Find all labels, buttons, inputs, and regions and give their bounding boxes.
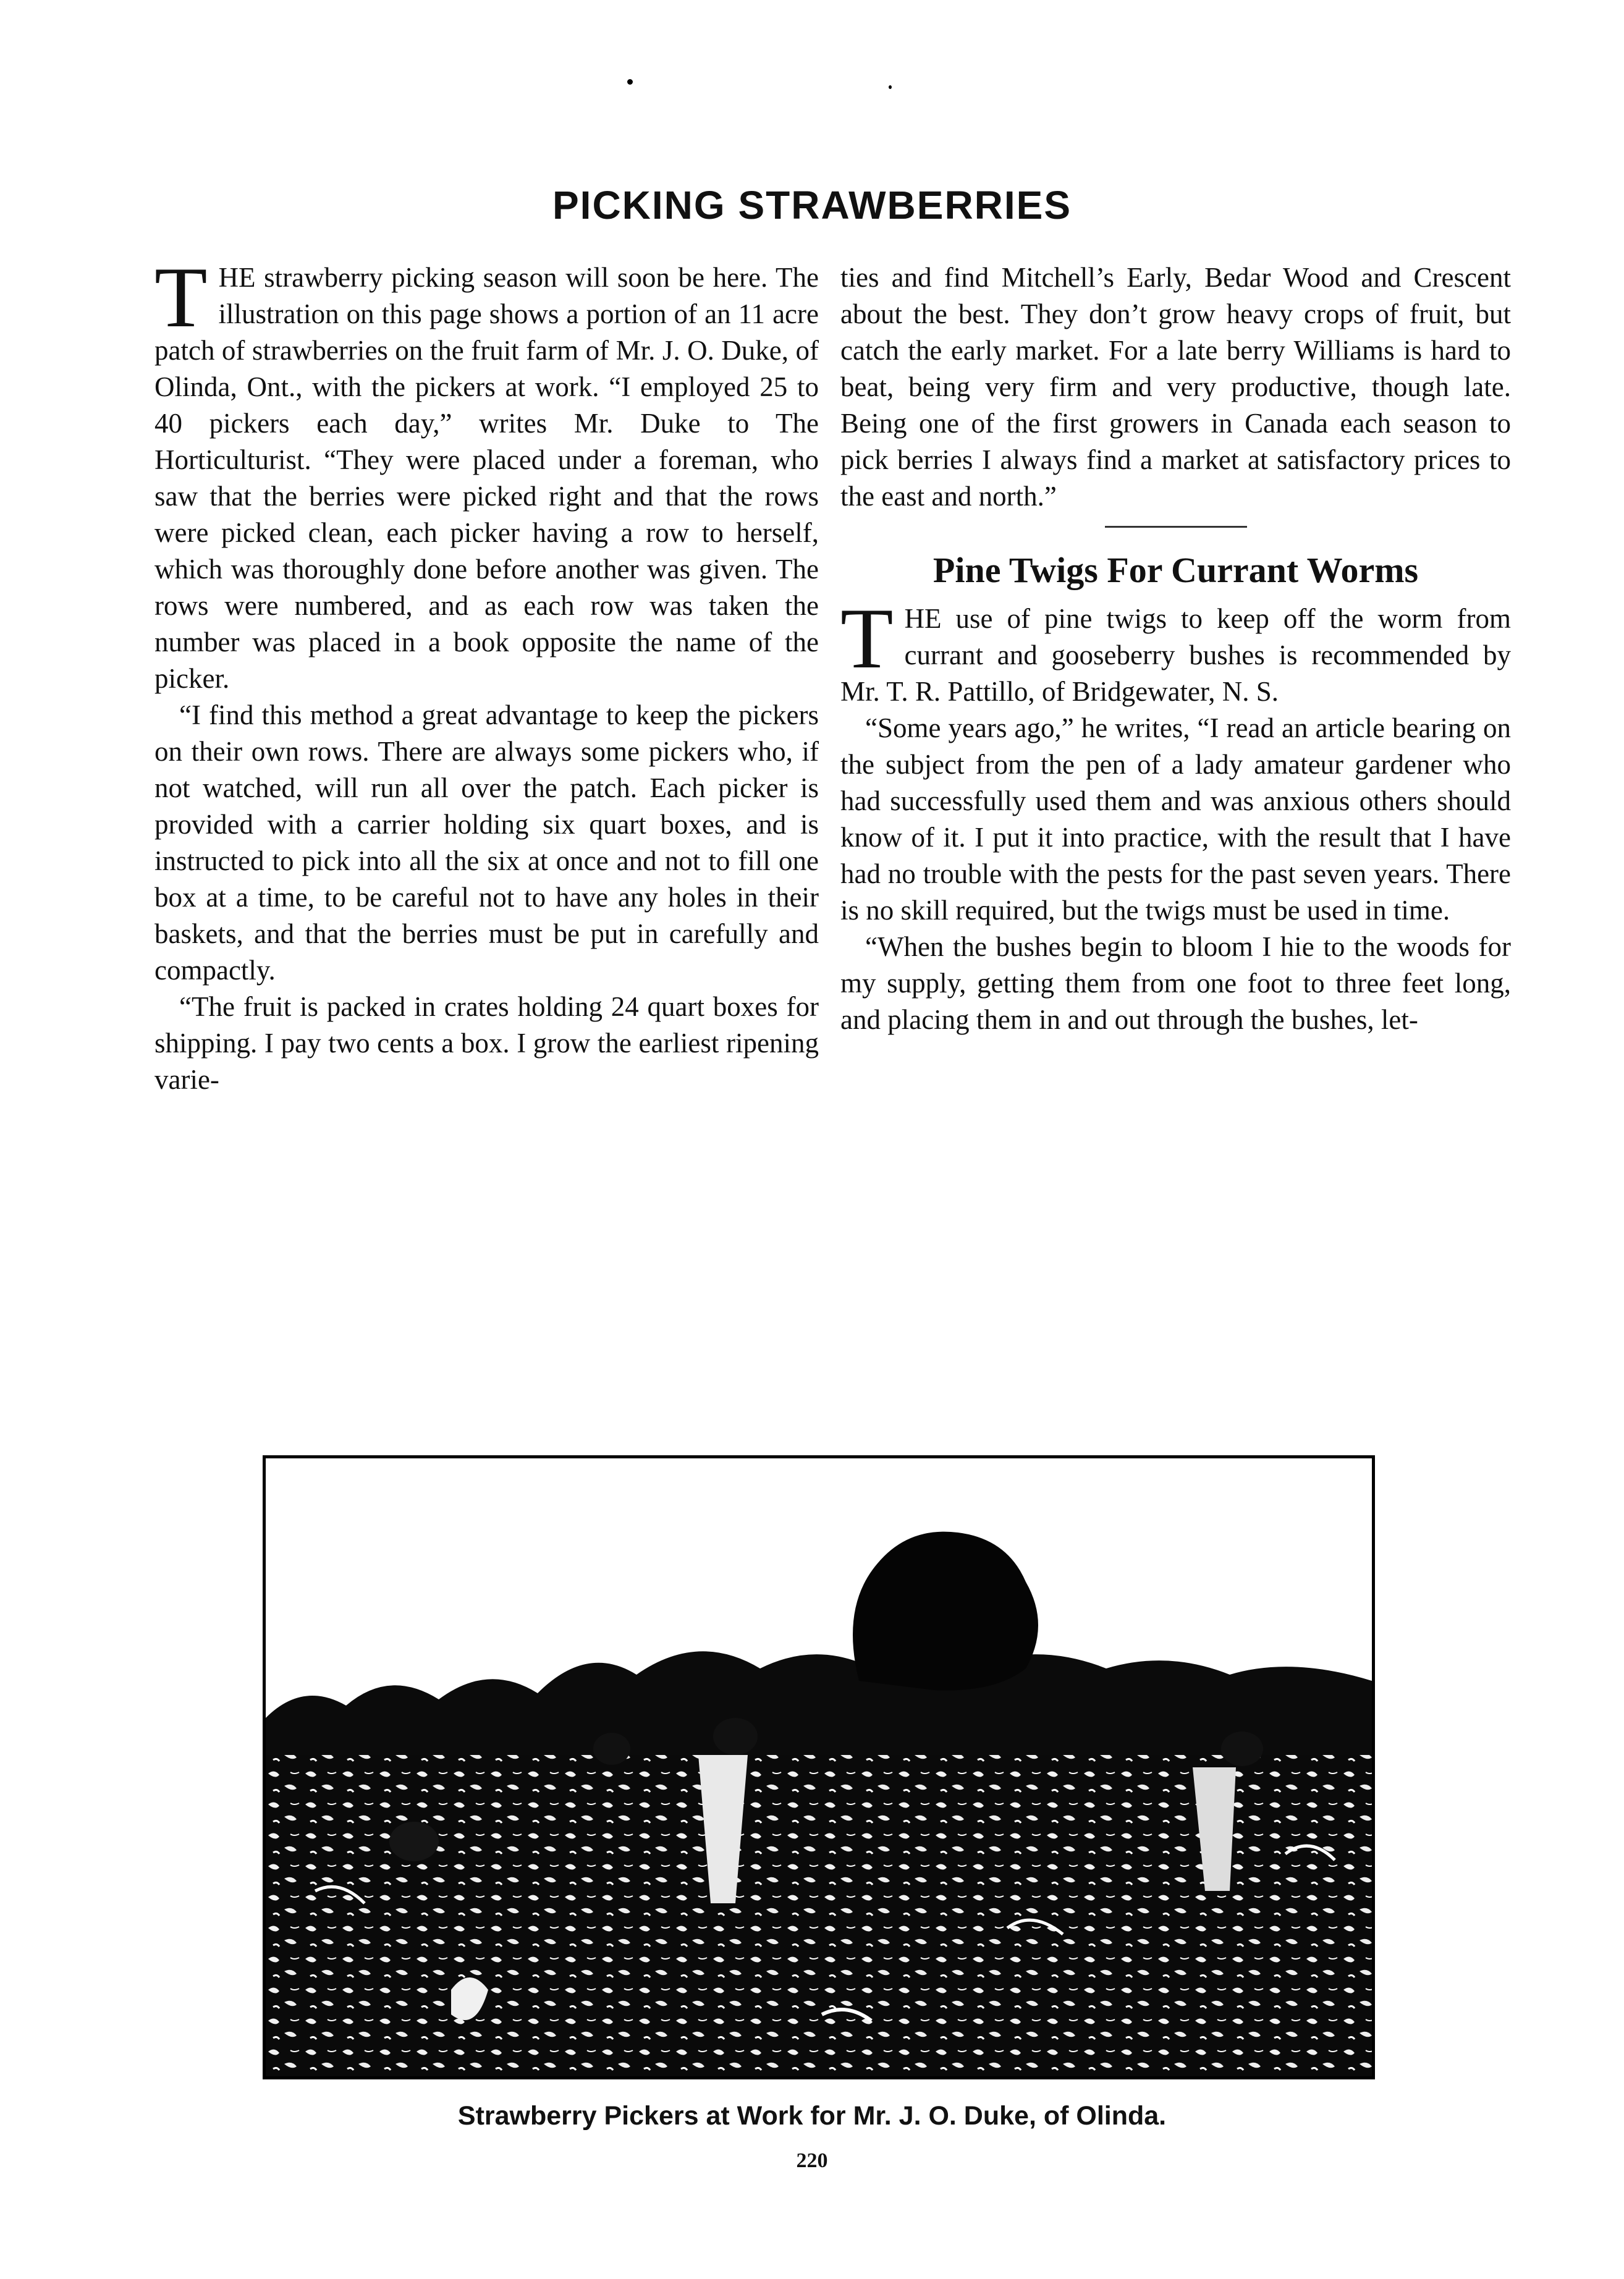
strawberry-pickers-photo xyxy=(263,1455,1375,2079)
drop-cap: T xyxy=(840,591,894,687)
article-paragraph: “The fruit is packed in crates holding 24 quart boxes for shipping. I pay two cents a box. I grow the earliest ripening varie- xyxy=(154,991,819,1095)
article-paragraph xyxy=(154,250,819,697)
left-column xyxy=(154,250,819,1098)
article-paragraph: “I find this method a great advantage to keep the pickers on their own rows. There are always some pickers who, if not watched, will run all over the patch. Each picker is provided with a carrier holding six quart boxes, and is instructed to pick into all the six at once and not to fill one box at a time, to be careful not to have any holes in their baskets, and that the berries must be put in carefully and compactly. xyxy=(154,700,819,986)
section-divider xyxy=(1105,526,1247,528)
sidebar-paragraph: “When the bushes begin to bloom I hie to the woods for my supply, getting them from one foot to three feet long, and placing them in and out through the bushes, let- xyxy=(840,931,1511,1035)
article-title: PICKING STRAWBERRIES xyxy=(552,183,1072,227)
right-column xyxy=(840,260,1511,1038)
photo-illustration xyxy=(266,1458,1372,2076)
page-number: 220 xyxy=(796,2149,828,2172)
article-paragraph-text: HE strawberry picking season will soon be here. The illustration on this page shows a portion of an 11 acre patch of strawberries on the fruit farm of Mr. J. O. Duke, of Olinda, Ont., with the pickers at work. “I employed 25 to 40 pickers each day,” writes Mr. Duke to The Horticulturist. “They were placed under a foreman, who saw that the berries were picked right and that the rows were picked clean, each picker having a row to herself, which was thoroughly done before another was given. The rows were numbered, and as each row was taken the number was placed in a book opposite the name of the picker. xyxy=(154,262,819,694)
sidebar-paragraph xyxy=(840,591,1511,710)
print-speck xyxy=(627,79,633,85)
sidebar-paragraph-text: HE use of pine twigs to keep off the worm from currant and gooseberry bushes is recommended by Mr. T. R. Pattillo, of Bridgewater, N. S. xyxy=(840,603,1511,707)
drop-cap: T xyxy=(154,250,208,345)
photo-caption: Strawberry Pickers at Work for Mr. J. O. Duke, of Olinda. xyxy=(457,2101,1167,2131)
sidebar-article-title: Pine Twigs For Currant Worms xyxy=(933,550,1419,590)
sidebar-paragraph: “Some years ago,” he writes, “I read an article bearing on the subject from the pen of a lady amateur gardener who had successfully used them and was anxious others should know of it. I put it into practice, with the result that I have had no trouble with the pests for the past seven years. There is no skill required, but the twigs must be used in time. xyxy=(840,712,1511,926)
article-paragraph-continued: ties and find Mitchell’s Early, Bedar Wood and Crescent about the best. They don’t grow heavy crops of fruit, but catch the early market. For a late berry Williams is hard to beat, being very firm and very productive, though late. Being one of the first growers in Canada each season to pick berries I always find a market at satisfactory prices to the east and north.” xyxy=(840,262,1511,512)
print-speck xyxy=(889,85,892,89)
